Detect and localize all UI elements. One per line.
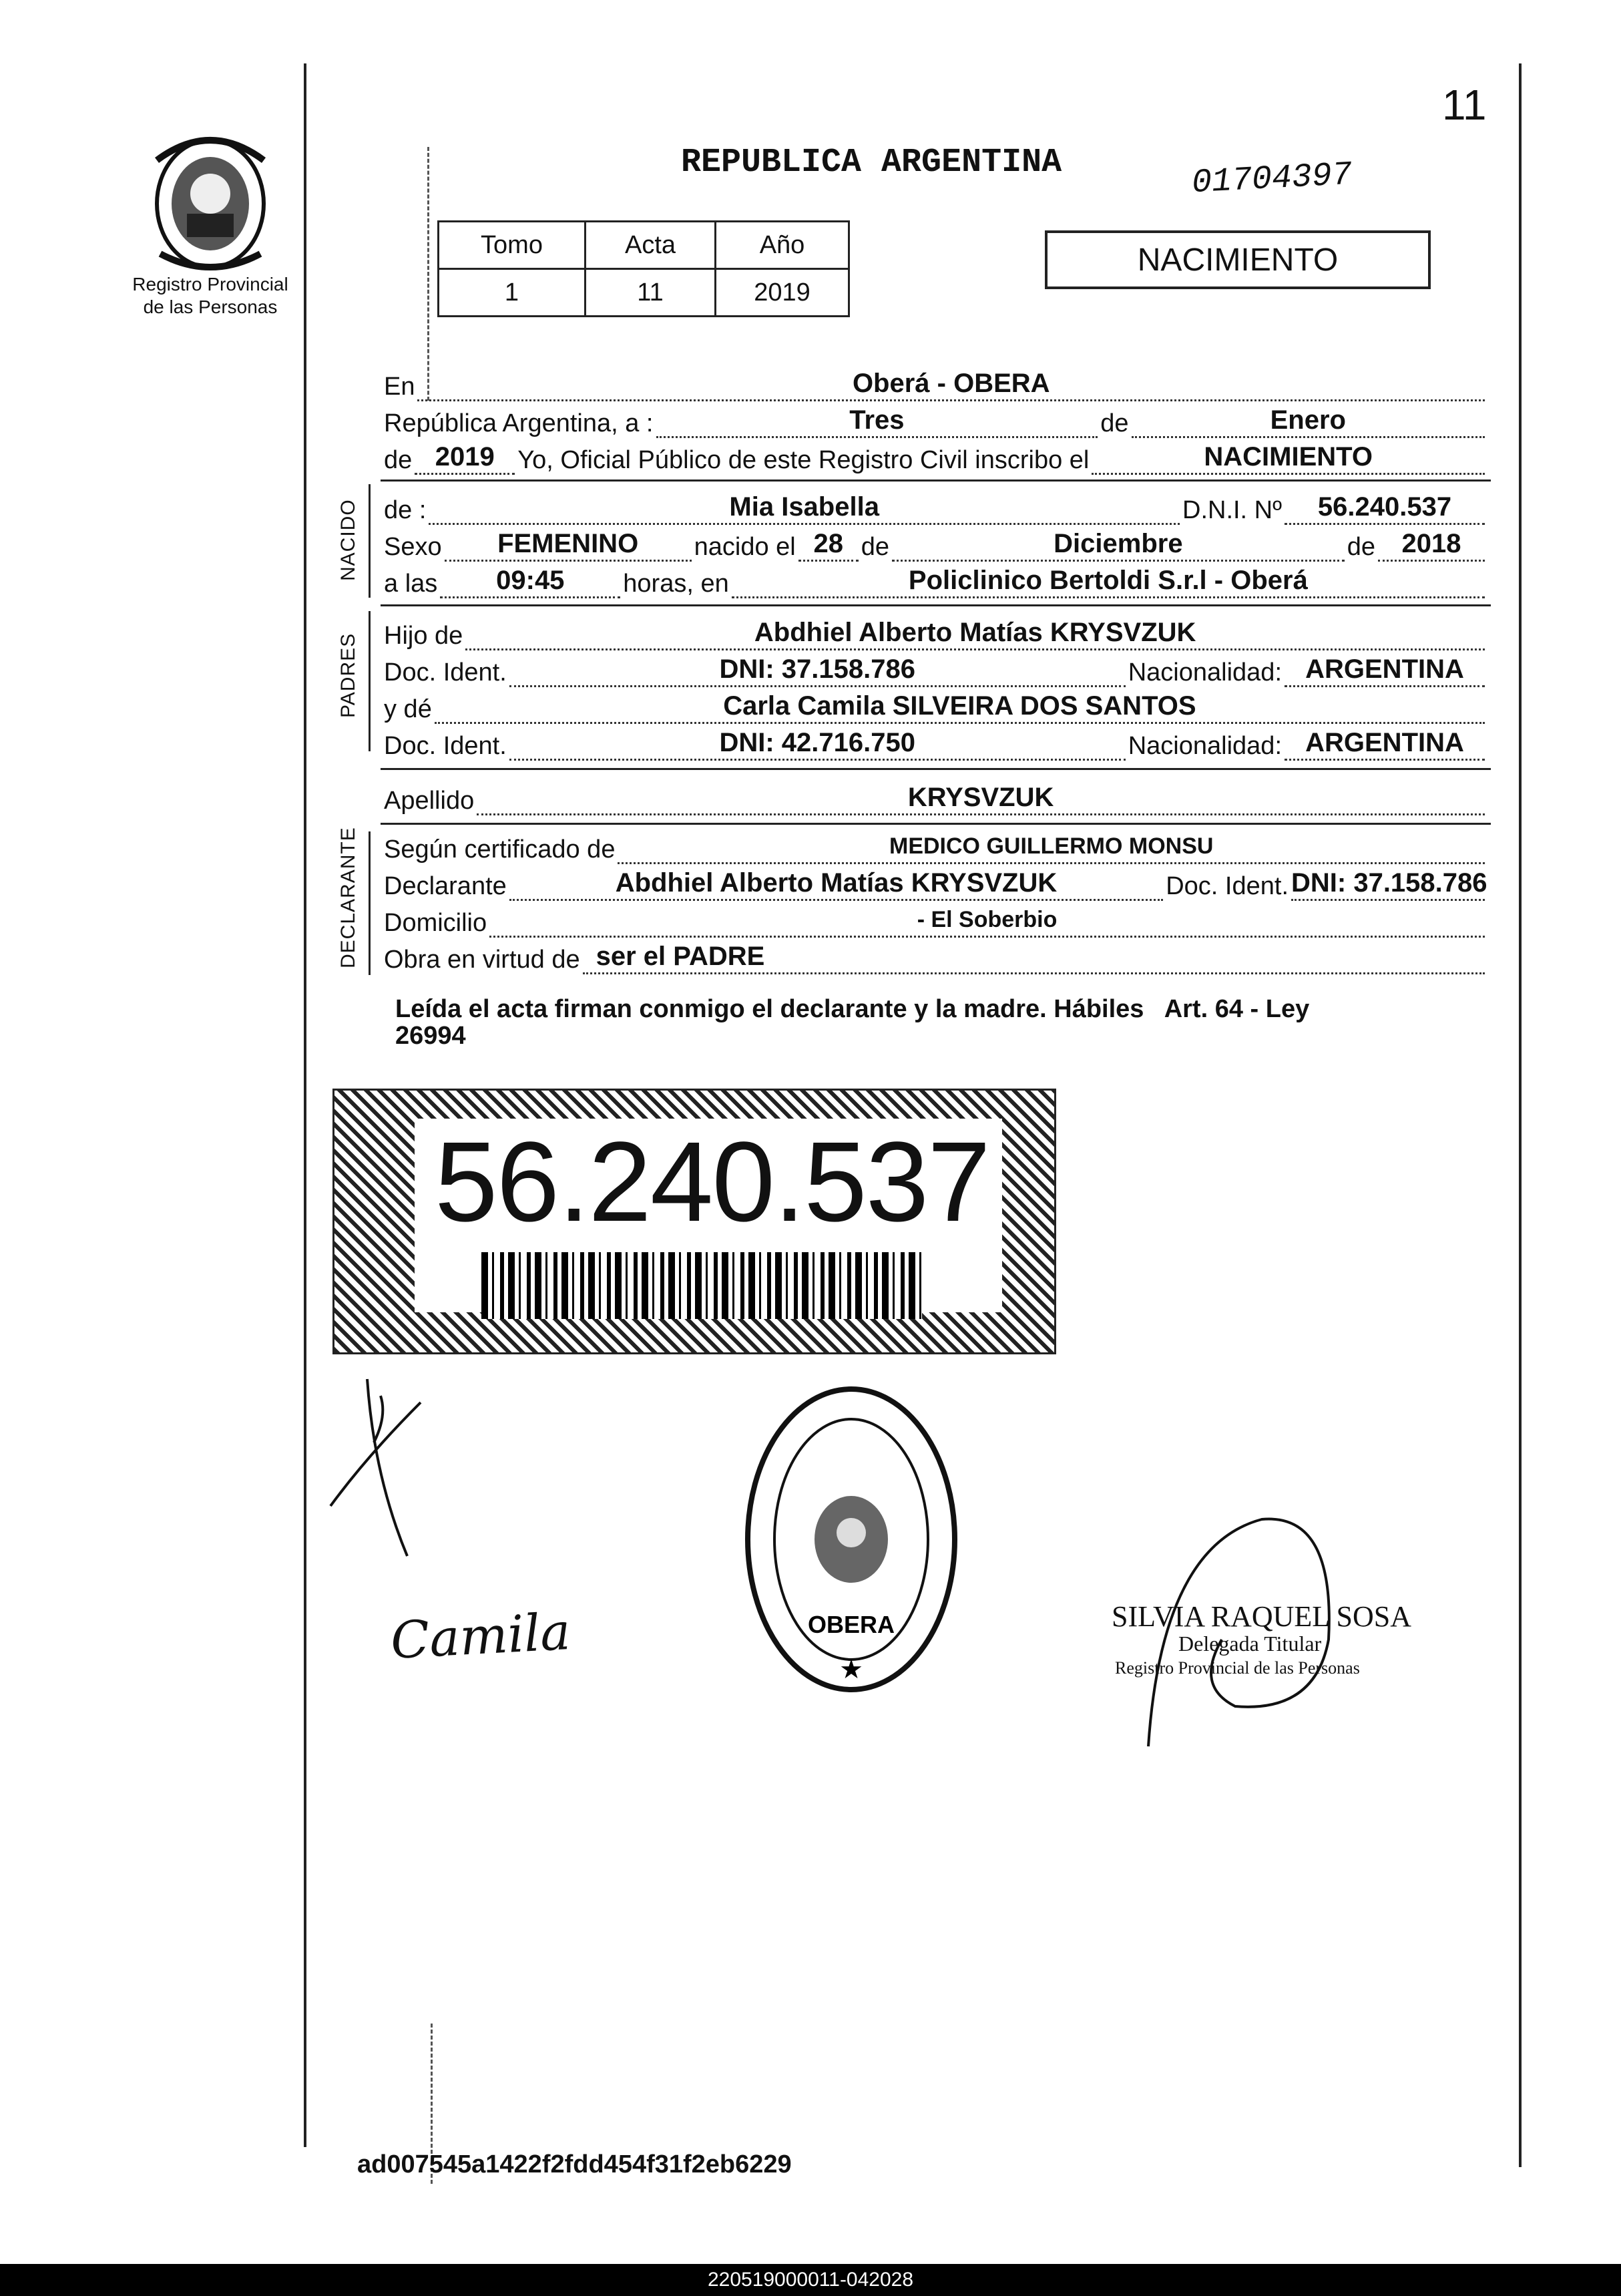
label: Nacionalidad: — [1128, 658, 1282, 687]
label: Declarante — [384, 872, 507, 900]
country-title: REPUBLICA ARGENTINA — [681, 144, 1062, 182]
left-margin-line — [304, 63, 306, 2147]
label: Sexo — [384, 533, 442, 561]
father-doc: DNI: 37.158.786 — [719, 654, 915, 684]
label: Yo, Oficial Público de este Registro Civil inscribo el — [517, 446, 1090, 474]
row-place — [384, 364, 1487, 401]
obra-value: ser el PADRE — [596, 942, 765, 971]
label: de — [384, 446, 413, 474]
seal-center-text: OBERA — [807, 1611, 895, 1638]
declarant-doc: DNI: 37.158.786 — [1291, 868, 1487, 898]
mother-name: Carla Camila SILVEIRA DOS SANTOS — [723, 691, 1196, 721]
sticker-number: 56.240.537 — [435, 1119, 989, 1246]
page-number: 11 — [1442, 81, 1487, 129]
sexo-value: FEMENINO — [497, 529, 639, 558]
label: Doc. Ident. — [384, 732, 507, 760]
mother-nationality: ARGENTINA — [1305, 728, 1464, 757]
birth-month: Diciembre — [1054, 529, 1183, 558]
table-cell: 11 — [586, 269, 716, 317]
official-name: SILVIA RAQUEL SOSA — [1112, 1600, 1412, 1633]
province-emblem-icon — [140, 120, 280, 277]
section-rule — [381, 604, 1491, 606]
birth-day: 28 — [813, 529, 843, 558]
birth-time: 09:45 — [496, 566, 565, 595]
label: En — [384, 373, 415, 401]
registry-caption-1: Registro Provincial — [132, 274, 288, 295]
seal-ring-text: DELEGACION DEL REGISTRO PROVINCIAL DE LAS PERSONAS — [758, 1710, 951, 1731]
child-name: Mia Isabella — [729, 492, 879, 522]
row-certificate — [384, 827, 1487, 864]
declarant-name: Abdhiel Alberto Matías KRYSVZUK — [615, 868, 1058, 898]
birth-place: Policlinico Bertoldi S.r.l - Oberá — [908, 566, 1308, 595]
act-type-box: NACIMIENTO — [1045, 230, 1431, 289]
footer-code: 220519000011-042028 — [0, 2264, 1621, 2296]
serial-number: 01704397 — [1190, 156, 1353, 203]
label: Doc. Ident. — [1166, 872, 1289, 900]
year-value: 2019 — [435, 442, 495, 471]
row-surname — [384, 778, 1487, 815]
mother-signature: Camila — [389, 1601, 572, 1670]
label: de — [1347, 533, 1375, 561]
declarant-signature-icon — [327, 1376, 454, 1563]
month-value: Enero — [1270, 405, 1346, 435]
surname-value: KRYSVZUK — [907, 783, 1054, 812]
document-hash: ad007545a1422f2fdd454f31f2eb6229 — [357, 2150, 792, 2178]
barcode — [481, 1252, 922, 1319]
label: Doc. Ident. — [384, 658, 507, 687]
birth-year: 2018 — [1401, 529, 1461, 558]
inscribo-value: NACIMIENTO — [1204, 442, 1373, 471]
domicile-value: - El Soberbio — [917, 907, 1058, 932]
dni-sticker — [332, 1089, 1056, 1354]
registry-seal-icon — [741, 1379, 961, 1700]
section-rule — [381, 480, 1491, 482]
closing-text-2: 26994 — [395, 1022, 466, 1050]
section-label-padres: PADRES — [337, 632, 359, 718]
row-inscribo — [384, 437, 1487, 475]
punch-line-top — [427, 147, 429, 401]
table-header: Año — [716, 222, 849, 269]
mother-doc: DNI: 42.716.750 — [719, 728, 915, 757]
day-value: Tres — [849, 405, 905, 435]
label: de — [1100, 409, 1129, 437]
section-bar — [369, 611, 371, 751]
row-father-doc — [384, 650, 1487, 687]
row-mother — [384, 687, 1487, 724]
tomo-acta-anio-table — [437, 220, 850, 317]
section-label-declarante: DECLARANTE — [337, 827, 359, 968]
label: y dé — [384, 695, 432, 723]
label: Domicilio — [384, 909, 487, 937]
svg-text:★: ★ — [839, 1654, 863, 1685]
table-cell: 1 — [439, 269, 586, 317]
table-cell: 2019 — [716, 269, 849, 317]
section-rule — [381, 823, 1491, 825]
row-father — [384, 613, 1487, 650]
label: Obra en virtud de — [384, 946, 580, 974]
section-bar — [369, 484, 371, 598]
row-declarant — [384, 864, 1487, 901]
label: Hijo de — [384, 622, 463, 650]
row-birth — [384, 524, 1487, 562]
row-domicile — [384, 900, 1487, 938]
label: a las — [384, 570, 438, 598]
row-obra — [384, 937, 1487, 974]
closing-text-1: Leída el acta firman conmigo el declarante y la madre. Hábiles Art. 64 - Ley — [395, 995, 1310, 1023]
row-date — [384, 401, 1487, 438]
right-margin-line — [1519, 63, 1522, 2167]
label: República Argentina, a : — [384, 409, 654, 437]
registry-caption-2: de las Personas — [143, 297, 278, 317]
label: de — [861, 533, 890, 561]
child-dni: 56.240.537 — [1317, 492, 1452, 522]
row-mother-doc — [384, 723, 1487, 761]
table-header: Acta — [586, 222, 716, 269]
label: horas, en — [623, 570, 729, 598]
label: de : — [384, 496, 427, 524]
label: D.N.I. Nº — [1182, 496, 1282, 524]
section-label-nacido: NACIDO — [337, 499, 359, 581]
label: Nacionalidad: — [1128, 732, 1282, 760]
section-bar — [369, 831, 371, 975]
label: Según certificado de — [384, 835, 616, 864]
father-nationality: ARGENTINA — [1305, 654, 1464, 684]
official-org: Registro Provincial de las Personas — [1115, 1658, 1360, 1678]
label: Apellido — [384, 787, 475, 815]
section-rule — [381, 768, 1491, 770]
certificate-value: MEDICO GUILLERMO MONSU — [889, 833, 1214, 859]
place-value: Oberá - OBERA — [852, 369, 1050, 398]
father-name: Abdhiel Alberto Matías KRYSVZUK — [754, 618, 1196, 647]
table-header: Tomo — [439, 222, 586, 269]
row-time — [384, 561, 1487, 598]
official-title: Delegada Titular — [1178, 1632, 1322, 1656]
row-name — [384, 488, 1487, 525]
label: nacido el — [694, 533, 796, 561]
